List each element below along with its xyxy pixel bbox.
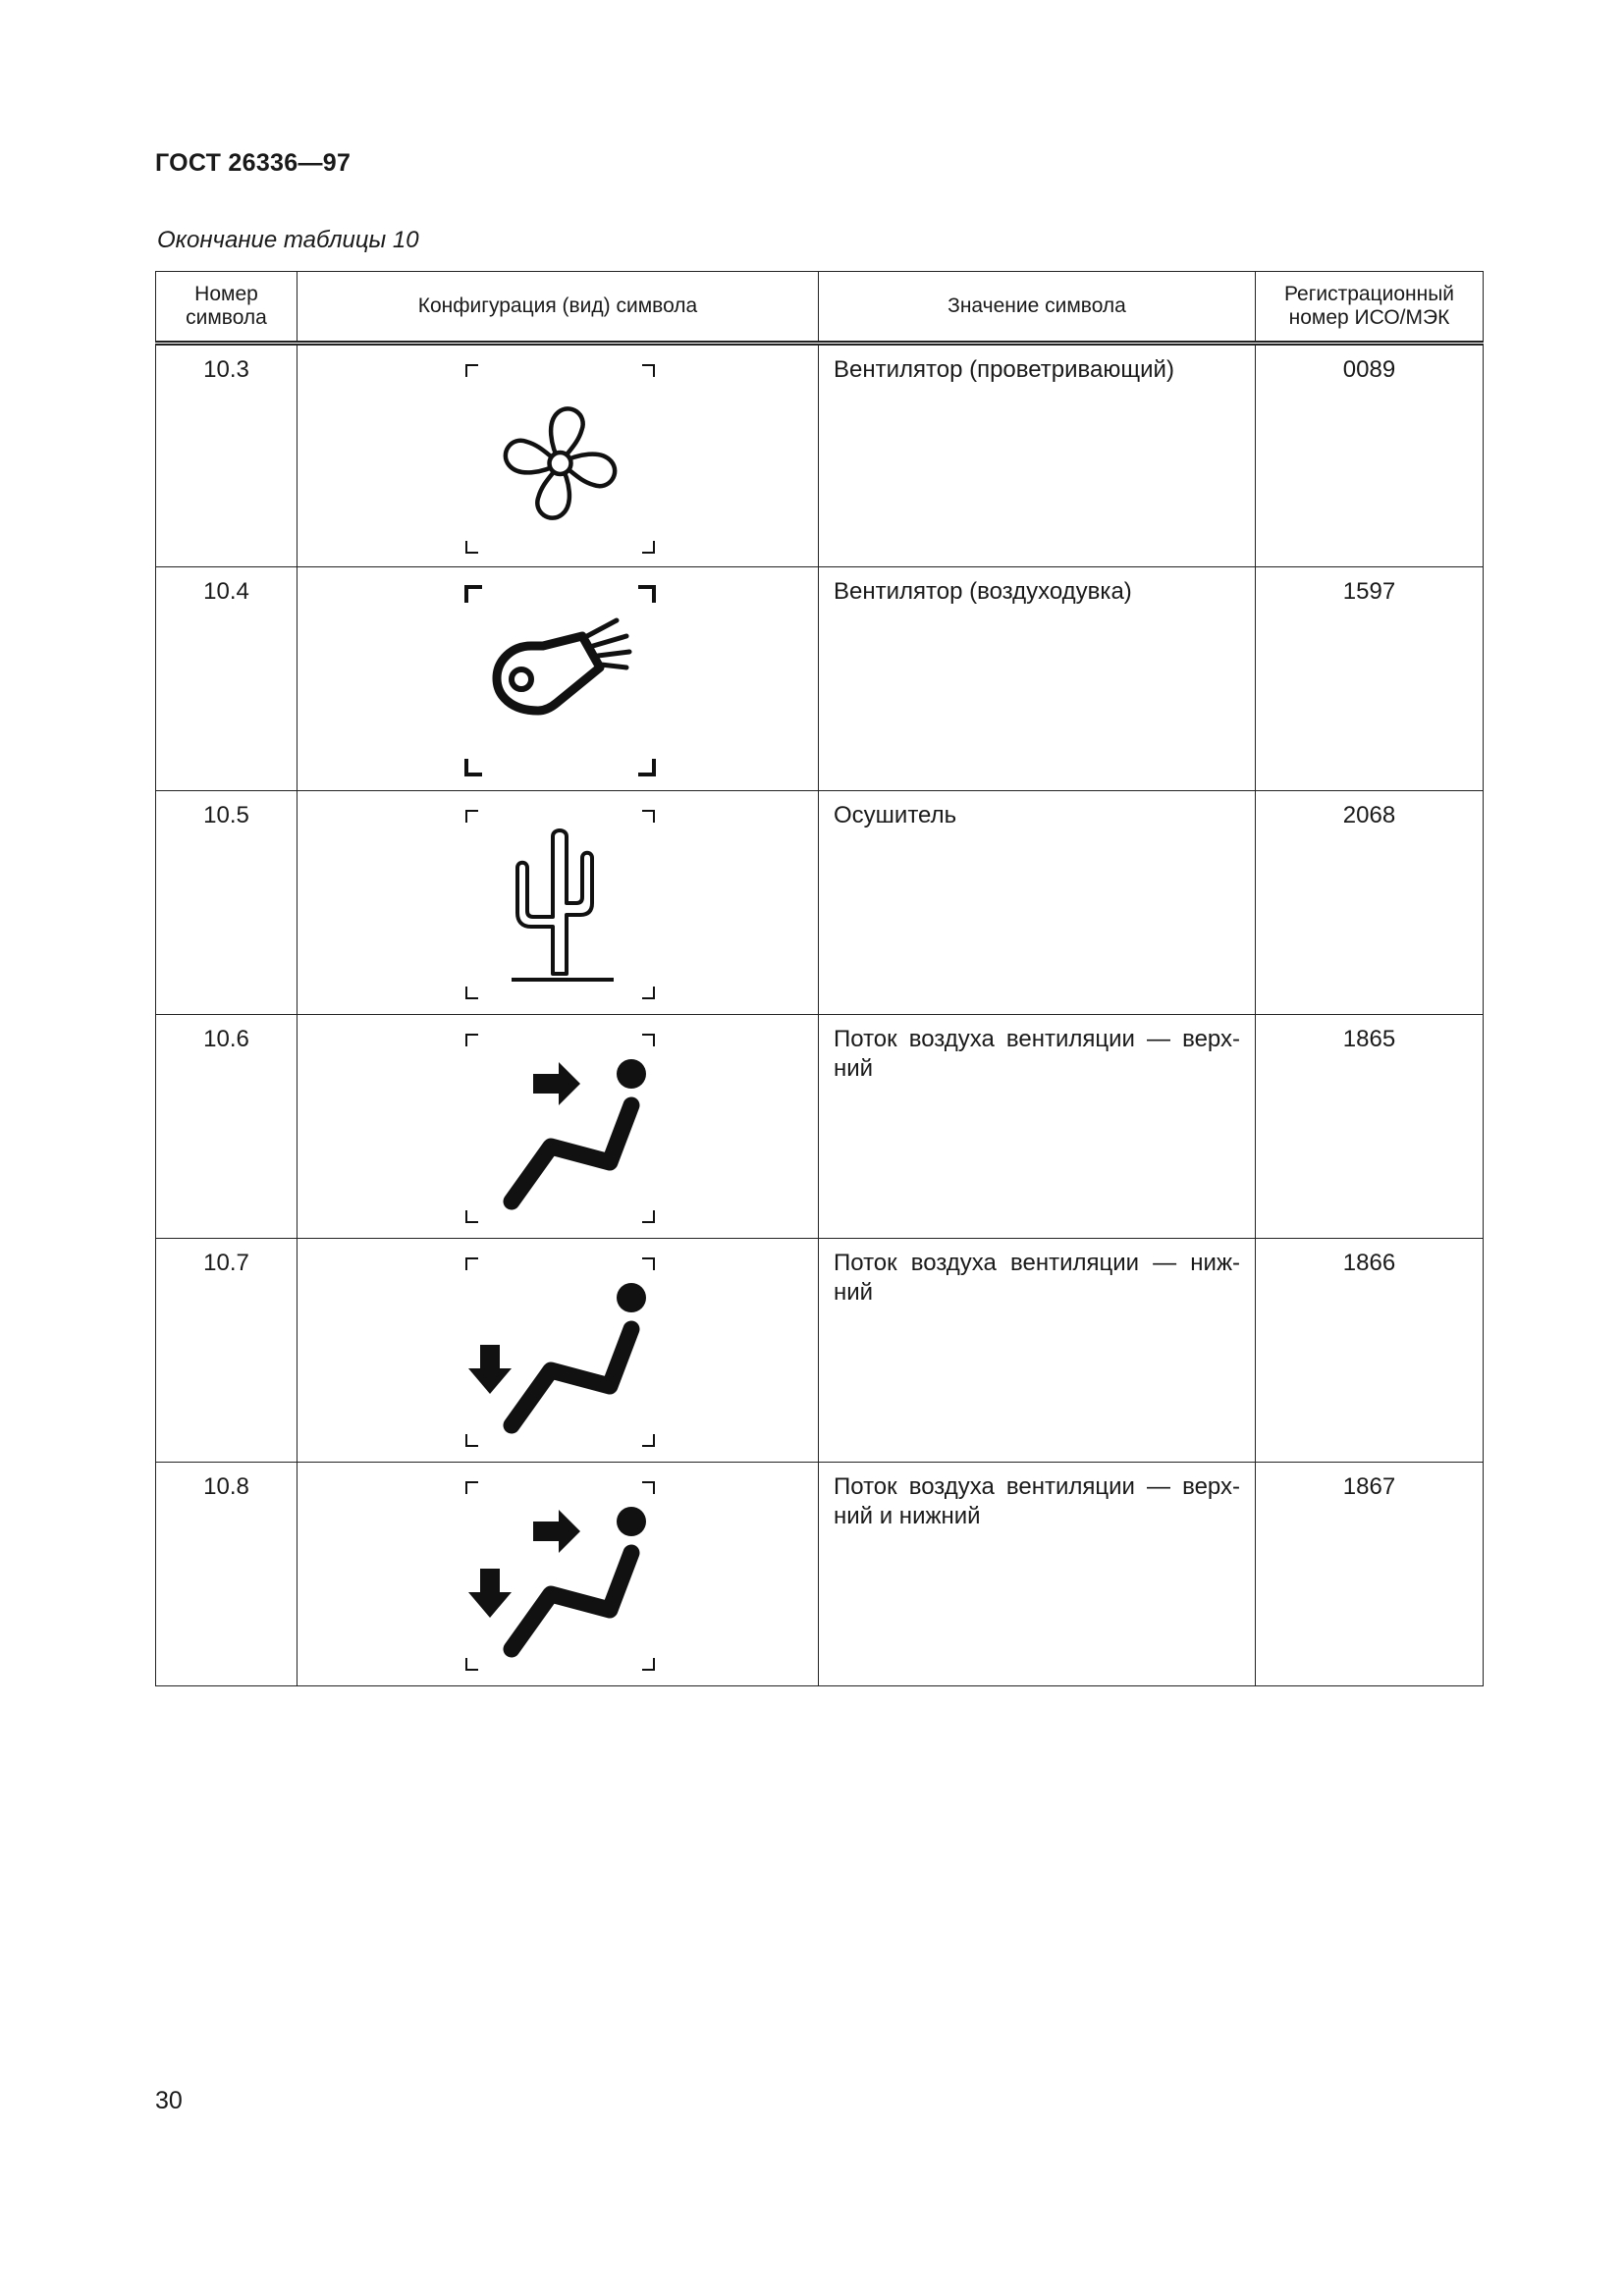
symbol-configuration-cell — [298, 1239, 819, 1463]
page-number: 30 — [155, 2087, 183, 2114]
column-header-meaning: Значение символа — [819, 272, 1256, 344]
blower-icon — [464, 585, 656, 776]
fan-ventilating-icon — [464, 363, 656, 555]
registration-number: 1597 — [1256, 567, 1484, 791]
symbol-configuration-cell — [298, 567, 819, 791]
column-header-number: Номер символа — [156, 272, 298, 344]
symbol-number: 10.4 — [156, 567, 298, 791]
table-row — [156, 567, 1484, 791]
registration-number: 1865 — [1256, 1015, 1484, 1239]
symbol-meaning: Поток воздуха вентиляции — верх-ний — [819, 1015, 1256, 1239]
cactus-dehumidifier-icon — [464, 809, 656, 1000]
column-header-registration: Регистрационный номер ИСО/МЭК — [1256, 272, 1484, 344]
symbol-meaning: Осушитель — [819, 791, 1256, 1015]
symbol-configuration-cell — [298, 344, 819, 567]
airflow-lower-icon — [464, 1256, 656, 1448]
table-row — [156, 1463, 1484, 1686]
table-row — [156, 791, 1484, 1015]
symbols-table — [155, 271, 1484, 1686]
table-header-row — [156, 272, 1484, 344]
document-title: ГОСТ 26336—97 — [155, 149, 352, 177]
symbol-number: 10.8 — [156, 1463, 298, 1686]
column-header-configuration: Конфигурация (вид) символа — [298, 272, 819, 344]
symbol-meaning: Вентилятор (проветривающий) — [819, 344, 1256, 567]
table-row — [156, 1015, 1484, 1239]
symbol-meaning: Поток воздуха вентиляции — верх-ний и нижний — [819, 1463, 1256, 1686]
symbol-meaning: Поток воздуха вентиляции — ниж-ний — [819, 1239, 1256, 1463]
registration-number: 0089 — [1256, 344, 1484, 567]
symbol-number: 10.3 — [156, 344, 298, 567]
symbol-meaning: Вентилятор (воздуходувка) — [819, 567, 1256, 791]
registration-number: 2068 — [1256, 791, 1484, 1015]
symbol-number: 10.7 — [156, 1239, 298, 1463]
symbol-configuration-cell — [298, 1463, 819, 1686]
symbol-configuration-cell — [298, 1015, 819, 1239]
table-row — [156, 344, 1484, 567]
table-row — [156, 1239, 1484, 1463]
registration-number: 1866 — [1256, 1239, 1484, 1463]
airflow-upper-icon — [464, 1033, 656, 1224]
registration-number: 1867 — [1256, 1463, 1484, 1686]
table-caption: Окончание таблицы 10 — [157, 227, 419, 253]
symbol-configuration-cell — [298, 791, 819, 1015]
symbol-number: 10.5 — [156, 791, 298, 1015]
symbol-number: 10.6 — [156, 1015, 298, 1239]
airflow-upper-lower-icon — [464, 1480, 656, 1672]
